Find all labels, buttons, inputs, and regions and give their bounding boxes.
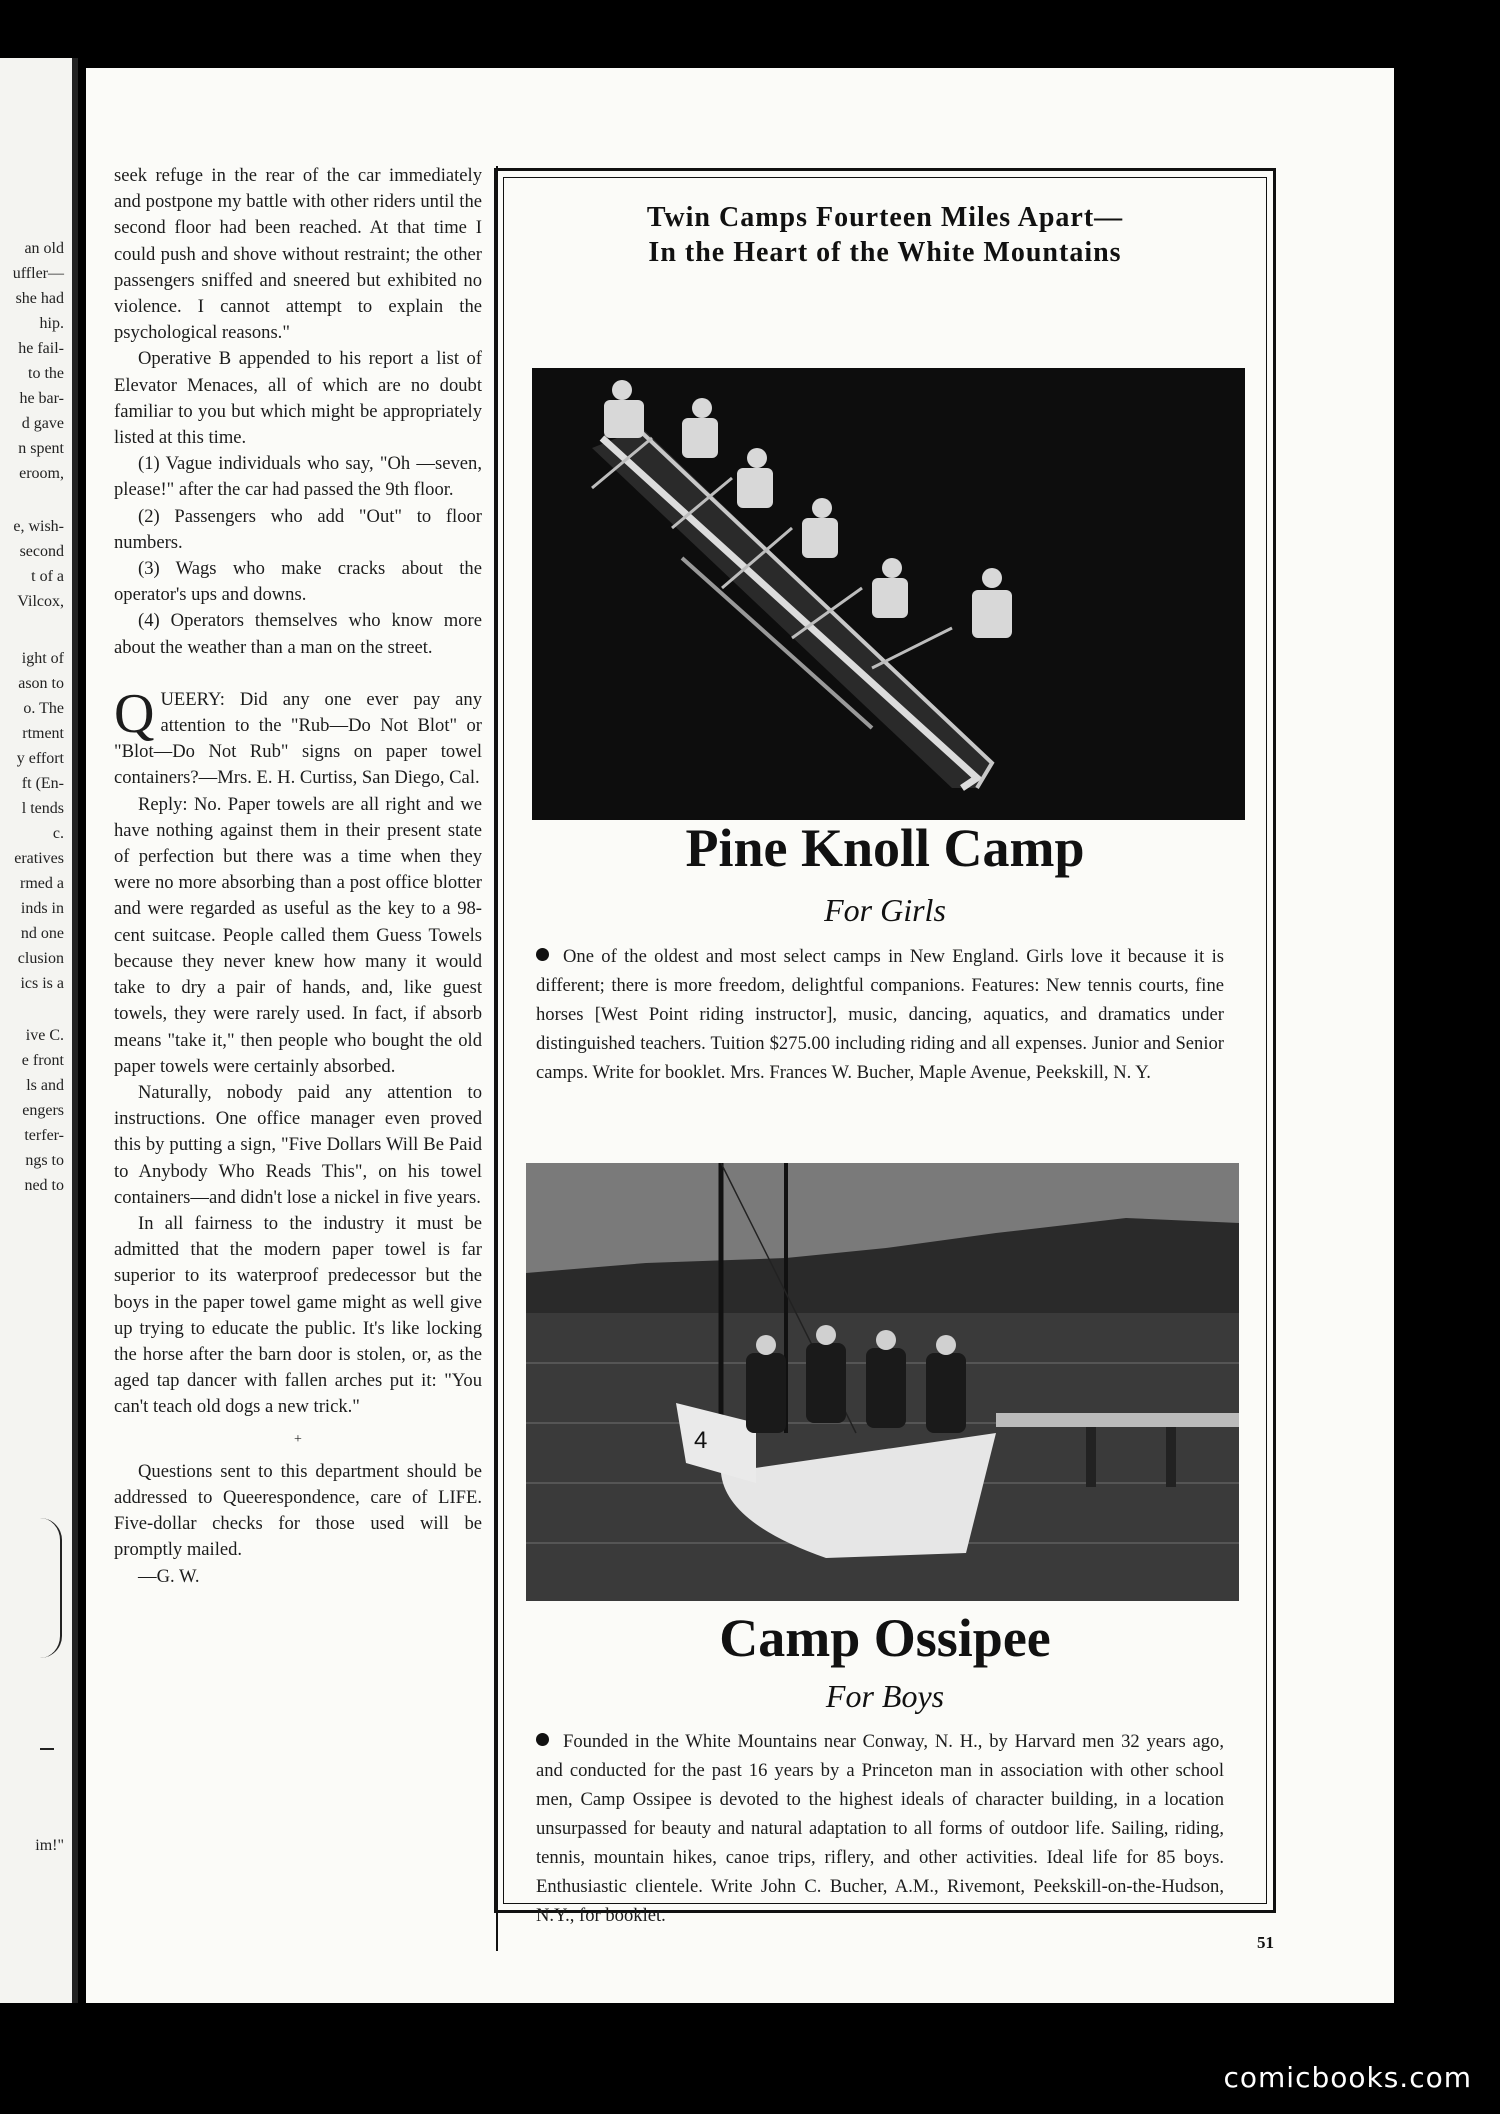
facing-page-text-fragment: hip. (39, 315, 64, 332)
illustration-fragment (40, 1518, 62, 1658)
facing-page-text-fragment: second (19, 543, 64, 560)
ossipee-description: Founded in the White Mountains near Conway, N. H., by Harvard men 32 years ago, and conducted for the past 16 years by a Princeton man in association with other school men, Camp Ossipee is devoted to the highest ideals of character building, in a location unsurpassed for beauty and natural adaptation to all forms of outdoor life. Sailing, riding, tennis, mountain hikes, canoe trips, riflery, and other activities. Ideal life for 85 boys. Enthusiastic clientele. Write John C. Bucher, A.M., Rivemont, Peekskill-on-the-Hudson, N.Y., for booklet. (536, 1731, 1224, 1926)
facing-page-text-fragment: nd one (20, 925, 64, 942)
facing-page-text-fragment: uffler— (12, 265, 64, 282)
query-paragraph (114, 682, 482, 792)
reply-paragraph: Reply: No. Paper towels are all right and we have nothing against them in their present state of perfection but there was a time when they were no more absorbing than a post office blotter and were regarded as useful as the key to a 98-cent suitcase. People called them Guess Towels because they never knew how many it would take to dry a pair of hands, and, like guest towels, they were rarely used. In fact, if absorb means "take it," then people who bought the old paper towels were certainly absorbed. (114, 793, 482, 1077)
ad-headline (504, 200, 1266, 270)
facing-page-text-fragment: to the (28, 365, 64, 382)
facing-page-text-fragment: l tends (21, 800, 64, 817)
pine-knoll-description: One of the oldest and most select camps in New England. Girls love it because it is different; there is more freedom, delightful companions. Features: New tennis courts, fine horses [West Point riding instructor], music, dancing, aquatics, and dramatics under distinguished teachers. Tuition $275.00 including riding and all expenses. Junior and Senior camps. Write for booklet. Mrs. Frances W. Bucher, Maple Avenue, Peekskill, N. Y. (536, 946, 1224, 1083)
paragraph: Operative B appended to his report a list of Elevator Menaces, all of which are no doubt familiar to you but which might be appropriately listed at this time. (114, 348, 482, 449)
reply-paragraph: In all fairness to the industry it must be admitted that the modern paper towel is far superior to its waterproof predecessor but the boys in the paper towel game might as well give up trying to educate the public. It's like locking the horse after the barn door is stolen, or, as the aged tap dancer with fallen arches put it: "You can't teach old dogs a new trick." (114, 1212, 482, 1418)
signature: —G. W. (138, 1565, 200, 1587)
facing-page-text-fragment: ive C. (25, 1027, 64, 1044)
bullet-icon (536, 1733, 549, 1746)
sailboat-photo (526, 1163, 1239, 1601)
facing-page-text-fragment: ned to (24, 1177, 64, 1194)
canoe-illustration (532, 368, 1245, 820)
list-item: (2) Passengers who add "Out" to floor numbers. (114, 505, 482, 553)
rule-fragment (40, 1748, 54, 1750)
camp-title-ossipee: Camp Ossipee (719, 1608, 1051, 1668)
facing-page-text-fragment: clusion (17, 950, 64, 967)
paragraph: seek refuge in the rear of the car immediately and postpone my battle with other riders until the second floor had been reached. At that time I could push and shove without restraint; the other passengers sniffed and sneered but exhibited no violence. I cannot attempt to explain the psychological reasons." (114, 165, 482, 344)
queerespondence-column (114, 163, 482, 1590)
facing-page-text-fragment: she had (15, 290, 64, 307)
magazine-page (86, 68, 1394, 2003)
facing-page-text-fragment: e front (21, 1052, 64, 1069)
facing-page-text-fragment: eratives (14, 850, 64, 867)
reply-paragraph: Naturally, nobody paid any attention to instructions. One office manager even proved this by putting a sign, "Five Dollars Will Be Paid to Anybody Who Reads This", on his towel containers—and didn't lose a nickel in five years. (114, 1081, 482, 1208)
canoe-photo (532, 368, 1245, 820)
bullet-icon (536, 948, 549, 961)
facing-page-text-fragment: ngs to (25, 1152, 64, 1169)
drop-cap: Q (114, 682, 155, 745)
camp-title-pine-knoll: Pine Knoll Camp (685, 818, 1085, 878)
camp-advertisement (494, 168, 1276, 1926)
camp-subtitle-girls: For Girls (824, 892, 946, 928)
headline-line-2: In the Heart of the White Mountains (648, 237, 1122, 268)
facing-page-text-fragment: y effort (16, 750, 64, 767)
facing-page-text-fragment: o. The (23, 700, 64, 717)
facing-page-text-fragment: an old (24, 240, 64, 257)
facing-page-text-fragment: ics is a (20, 975, 64, 992)
list-item: (1) Vague individuals who say, "Oh —seven, please!" after the car had passed the 9th floor. (114, 453, 482, 501)
facing-page-text-fragment: im!" (35, 1837, 64, 1854)
list-item: (3) Wags who make cracks about the operator's ups and downs. (114, 558, 482, 606)
facing-page-text-fragment: e, wish- (13, 518, 64, 535)
facing-page-text-fragment: d gave (21, 415, 64, 432)
facing-page-text-fragment: engers (22, 1102, 64, 1119)
facing-page-text-fragment: rmed a (20, 875, 64, 892)
facing-page-text-fragment: ls and (26, 1077, 64, 1094)
list-item: (4) Operators themselves who know more about the weather than a man on the street. (114, 610, 482, 658)
section-ornament: + (294, 1431, 302, 1447)
facing-page-text-fragment: he bar- (19, 390, 64, 407)
facing-page-text-fragment: n spent (18, 440, 64, 457)
facing-page-text-fragment: c. (52, 825, 64, 842)
facing-page-text-fragment: eroom, (19, 465, 64, 482)
headline-line-1: Twin Camps Fourteen Miles Apart— (646, 202, 1124, 233)
sail-number: 4 (694, 1427, 708, 1454)
facing-page-text-fragment: ight of (21, 650, 64, 667)
closing-note: Questions sent to this department should be addressed to Queerespondence, care of LIFE. Five-dollar checks for those used will be promptly mailed. (114, 1460, 482, 1561)
facing-page-text-fragment: ason to (18, 675, 64, 692)
facing-page-text-fragment: inds in (20, 900, 64, 917)
facing-page-text-fragment: rtment (22, 725, 64, 742)
facing-page-text-fragment: Vilcox, (17, 593, 64, 610)
facing-page-text-fragment: he fail- (18, 340, 64, 357)
query-text: UEERY: Did any one ever pay any attention to the "Rub—Do Not Blot" or "Blot—Do Not Rub" signs on paper towel containers?—Mrs. E. H. Curtiss, San Diego, Cal. (114, 688, 482, 789)
facing-page-edge (0, 58, 78, 2003)
site-watermark: comicbooks.com (1223, 2061, 1472, 2094)
facing-page-text-fragment: terfer- (24, 1127, 64, 1144)
facing-page-text-fragment: t of a (31, 568, 64, 585)
camp-subtitle-boys: For Boys (825, 1678, 945, 1714)
facing-page-text-fragment: ft (En- (21, 775, 64, 792)
ad-inner-border (503, 177, 1267, 1926)
page-number: 51 (1257, 1933, 1274, 1952)
sailboat-illustration (526, 1163, 1239, 1601)
